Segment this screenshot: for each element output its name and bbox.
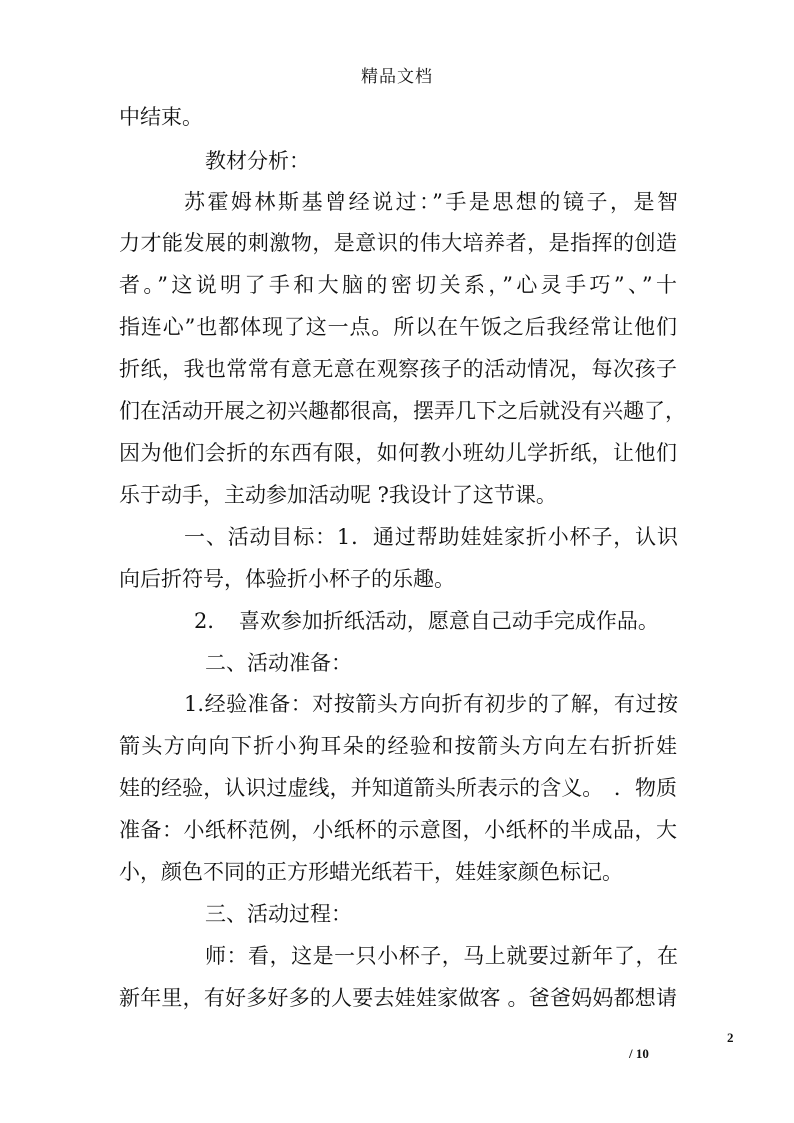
text-line: 向后折符号，体验折小杯子的乐趣。: [119, 567, 455, 591]
text-line: 娃的经验，认识过虚线，并知道箭头所表示的含义。 ．物质: [119, 776, 677, 800]
section-heading-process: 三、活动过程：: [205, 902, 352, 926]
text-line: 箭头方向向下折小狗耳朵的经验和按箭头方向左右折折娃: [119, 734, 677, 758]
text-line: 折纸，我也常常有意无意在观察孩子的活动情况，每次孩子: [119, 357, 677, 381]
text-line: 因为他们会折的东西有限，如何教小班幼儿学折纸，让他们: [119, 441, 677, 465]
text-line: 指连心”也都体现了这一点。所以在午饭之后我经常让他们: [119, 315, 677, 339]
page-total: / 10: [629, 1046, 649, 1061]
text-line: 乐于动手，主动参加活动呢 ?我设计了这节课。: [119, 483, 557, 507]
text-line: 2． 喜欢参加折纸活动，愿意自己动手完成作品。: [194, 609, 659, 633]
section-heading-preparation: 二、活动准备：: [205, 651, 352, 675]
text-line: 小，颜色不同的正方形蜡光纸若干，娃娃家颜色标记。: [119, 860, 623, 884]
section-heading-objectives: 一、活动目标：1．通过帮助娃娃家折小杯子，认识: [184, 525, 678, 549]
section-heading-material-analysis: 教材分析：: [205, 149, 310, 173]
page-header-title: 精品文档: [361, 67, 433, 87]
text-line: 准备：小纸杯范例，小纸杯的示意图，小纸杯的半成品，大: [119, 818, 677, 842]
text-line: 新年里，有好多好多的人要去娃娃家做客 。爸爸妈妈都想请: [119, 986, 677, 1010]
text-line: 苏霍姆林斯基曾经说过：”手是思想的镜子，是智: [184, 190, 678, 214]
text-line: 1.经验准备：对按箭头方向折有初步的了解，有过按: [184, 692, 678, 716]
text-line: 们在活动开展之初兴趣都很高，摆弄几下之后就没有兴趣了，: [119, 399, 686, 423]
text-line: 力才能发展的刺激物，是意识的伟大培养者，是指挥的创造: [119, 231, 677, 255]
text-line: 者。”这说明了手和大脑的密切关系，”心灵手巧”、”十: [119, 273, 677, 297]
text-line: 师：看，这是一只小杯子，马上就要过新年了，在: [205, 944, 678, 968]
text-line: 中结束。: [119, 105, 203, 129]
page-number: 2: [727, 1030, 734, 1045]
